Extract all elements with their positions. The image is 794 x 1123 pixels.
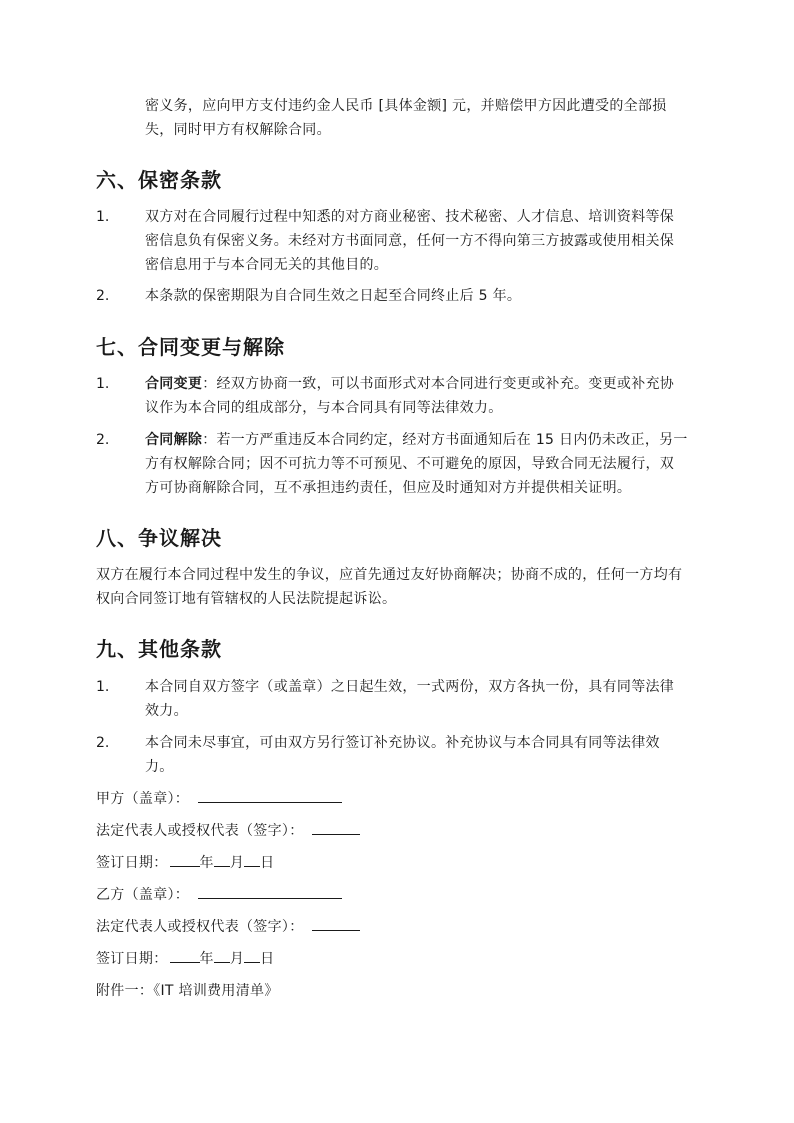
list-item — [145, 372, 705, 420]
list-item-line: 双方对在合同履行过程中知悉的对方商业秘密、技术秘密、人才信息、培训资料等保 — [145, 209, 675, 225]
continuation-line-2: 失，同时甲方有权解除合同。 — [145, 122, 331, 138]
list-number: 2. — [96, 735, 110, 751]
party-a-date-line: 签订日期： 年 月 日 — [96, 851, 274, 875]
section-8-heading: 八、争议解决 — [96, 526, 222, 550]
party-b-seal-line: 乙方（盖章）： — [96, 883, 342, 907]
list-item-line: 效力。 — [145, 703, 188, 719]
list-number: 1. — [96, 376, 110, 392]
party-a-rep-blank — [312, 820, 360, 835]
day-blank — [244, 852, 260, 867]
party-a-rep-line: 法定代表人或授权代表（签字）： — [96, 819, 360, 843]
section-9-heading: 九、其他条款 — [96, 637, 222, 661]
continuation-line-1: 密义务，应向甲方支付违约金人民币 [具体金额] 元，并赔偿甲方因此遭受的全部损 — [145, 98, 667, 114]
list-number: 1. — [96, 679, 110, 695]
month-blank — [214, 852, 230, 867]
list-item-line: 方有权解除合同；因不可抗力等不可预见、不可避免的原因，导致合同无法履行，双 — [145, 456, 675, 472]
section-6-heading: 六、保密条款 — [96, 168, 222, 192]
section-7-heading: 七、合同变更与解除 — [96, 335, 285, 359]
section-8-line-2: 权向合同签订地有管辖权的人民法院提起诉讼。 — [96, 591, 397, 607]
list-number: 1. — [96, 209, 110, 225]
list-item-line: 方可协商解除合同，互不承担违约责任，但应及时通知对方并提供相关证明。 — [145, 480, 632, 496]
list-number: 2. — [96, 288, 110, 304]
party-b-date-line: 签订日期： 年 月 日 — [96, 947, 274, 971]
term-label: 合同解除 — [145, 432, 203, 448]
list-item-line: 密信息用于与本合同无关的其他目的。 — [145, 257, 389, 273]
list-number: 2. — [96, 432, 110, 448]
year-blank — [170, 852, 200, 867]
attachment-note: 附件一：《IT 培训费用清单》 — [96, 983, 279, 999]
list-item — [145, 675, 705, 723]
term-label: 合同变更 — [145, 376, 203, 392]
list-item — [145, 428, 705, 500]
party-a-seal-blank — [198, 788, 342, 803]
list-item — [145, 731, 705, 779]
party-b-seal-blank — [198, 884, 342, 899]
year-blank — [170, 948, 200, 963]
list-item — [145, 284, 705, 308]
list-item-line: 本合同未尽事宜，可由双方另行签订补充协议。补充协议与本合同具有同等法律效 — [145, 735, 660, 751]
list-item-line: 本合同自双方签字（或盖章）之日起生效，一式两份，双方各执一份，具有同等法律 — [145, 679, 675, 695]
party-b-rep-line: 法定代表人或授权代表（签字）： — [96, 915, 360, 939]
list-item-line: 合同变更：经双方协商一致，可以书面形式对本合同进行变更或补充。变更或补充协 — [145, 376, 675, 392]
party-b-rep-blank — [312, 916, 360, 931]
month-blank — [214, 948, 230, 963]
list-item — [145, 205, 705, 277]
list-item-line: 密信息负有保密义务。未经对方书面同意，任何一方不得向第三方披露或使用相关保 — [145, 233, 675, 249]
day-blank — [244, 948, 260, 963]
list-item-line: 合同解除：若一方严重违反本合同约定，经对方书面通知后在 15 日内仍未改正，另一 — [145, 432, 688, 448]
section-8-line-1: 双方在履行本合同过程中发生的争议，应首先通过友好协商解决；协商不成的，任何一方均有 — [96, 567, 683, 583]
list-item-line: 本条款的保密期限为自合同生效之日起至合同终止后 5 年。 — [145, 288, 522, 304]
list-item-line: 力。 — [145, 759, 174, 775]
party-a-seal-line: 甲方（盖章）： — [96, 787, 342, 811]
list-item-line: 议作为本合同的组成部分，与本合同具有同等法律效力。 — [145, 400, 503, 416]
